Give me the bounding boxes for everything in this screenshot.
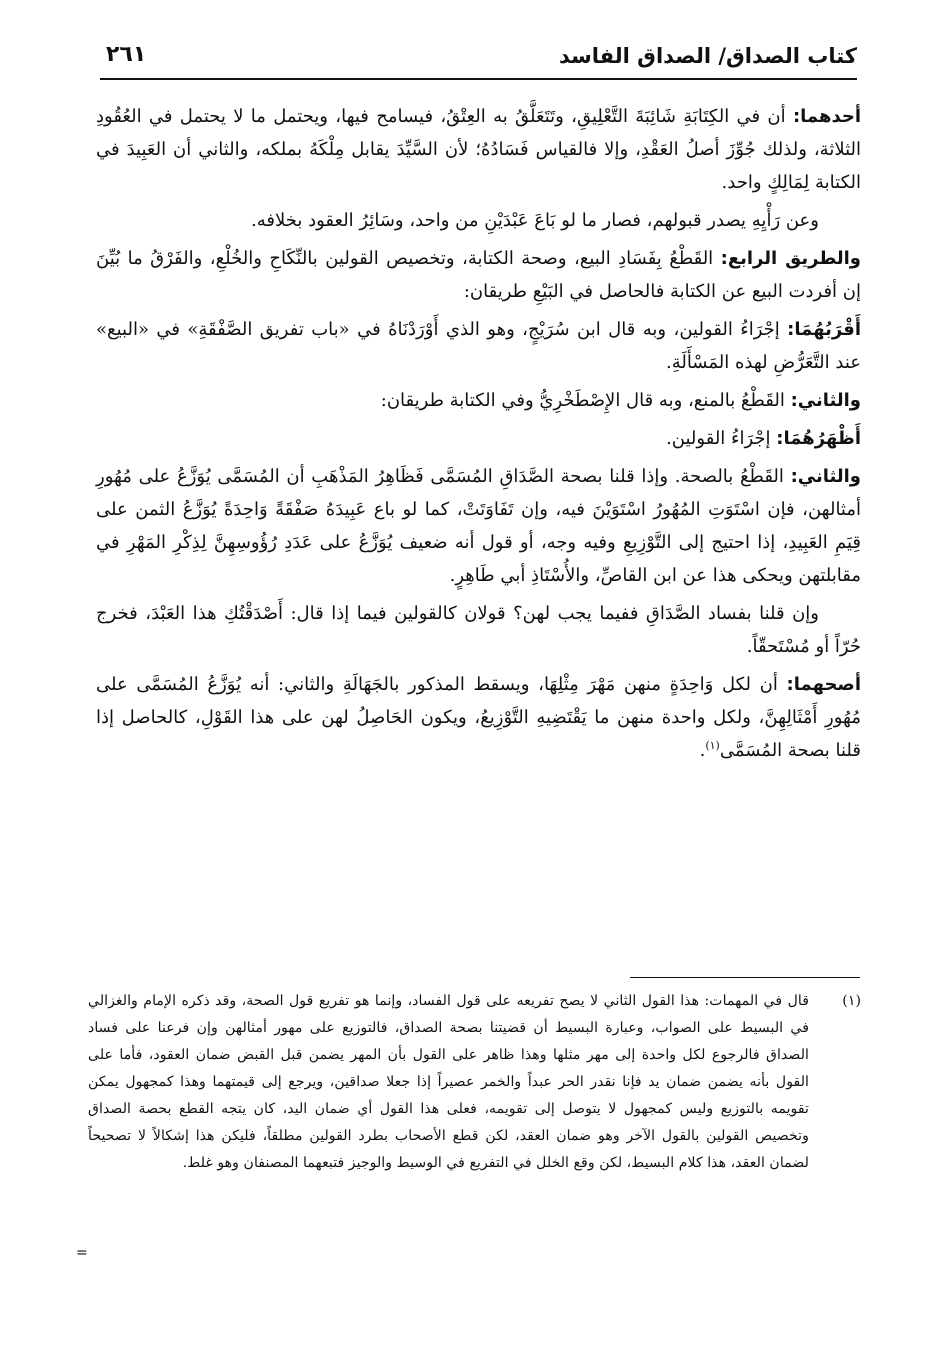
paragraph-lead: والثاني: <box>790 466 861 487</box>
paragraph-text: القَطْعُ بالصحة. وإذا قلنا بصحة الصَّدَاقِ المُسَمَّى فَظَاهِرُ المَذْهَبِ أن المُسَمَّى يُوَزَّعُ على مُهُورِ أمثالهن، فإن اسْتَوَتِ المُهُورُ اسْتَوَيْنَ فيه، وإن تَفَاوَتَتْ، كما لو باع عَبِيدَهُ صَفْقَةً وَاحِدَةً يُوَزَّعُ الثمن على قِيَمِ العَبِيدِ، إذا احتيج إلى التَّوْزِيعِ وفيه وجه، أو قول أنه ضعيف يُوَزَّعُ على عَدَدِ رُؤُوسِهِنَّ لِذِكْرِ المَهْرِ في مقابلتهن ويحكى هذا عن ابن القاصِّ، والأُسْتَاذِ أبي طَاهِرٍ. <box>96 466 861 586</box>
footnote-reference[interactable]: (١) <box>705 739 720 752</box>
running-header <box>100 38 857 80</box>
paragraph <box>96 204 861 237</box>
paragraph <box>96 668 861 767</box>
paragraph-text: إجْرَاءُ القولين. <box>666 428 777 449</box>
paragraph-lead: أصحهما: <box>786 674 861 695</box>
main-text <box>96 100 861 772</box>
margin-mark: = <box>76 1245 88 1261</box>
paragraph-text: وعن رَأْيِهِ يصدر قبولهم، فصار ما لو بَاعَ عَبْدَيْنِ من واحد، وسَائِرُ العقود بخلافه. <box>251 210 819 231</box>
footnote-text: قال في المهمات: هذا القول الثاني لا يصح تفريعه على قول الفساد، وإنما هو تفريع قول الصحة، وقد ذكره الإمام والغزالي في البسيط على الصواب، وعبارة البسيط أن قضيتنا بصحة الصداق، فالتوزيع على مهور أمثالهن وإن فرعنا على فساد الصداق فالرجوع لكل واحدة إلى مهر مثلها وهذا ظاهر على القول بأن المهر يضمن قبل القبض ضمان العقود، فأما على القول بأنه يضمن ضمان يد فإنا نقدر الحر عبداً والخمر عصيراً إذا جعلا صداقين، ويرجع إلى قيمتهما وهذا كمجهول يمكن تقويمه بالتوزيع وليس كمجهول لا يتوصل إلى تقويمه، فعلى هذا القول أي ضمان اليد، كان يتجه القطع بحصة الصداق وتخصيص القولين بالقول الآخر وهو ضمان العقد، لكن قطع الأصحاب بطرد القولين مطلقاً، فليكن هذا إشكالاً لا تصحيحاً لضمان العقد، هذا كلام البسيط، لكن وقع الخلل في التفريع في الوسيط والوجيز فتبعهما المصنفان وهو غلط. <box>88 993 809 1171</box>
paragraph-lead: أَقْرَبُهُمَا: <box>787 319 861 340</box>
paragraph-text: إجْرَاءُ القولين، وبه قال ابن سُرَيْجٍ، وهو الذي أَوْرَدْنَاهُ في «باب تفريق الصَّفْقَةِ» في «البيع» عند التَّعَرُّضِ لهذه المَسْأَلَةِ. <box>96 319 861 373</box>
paragraph-lead: والثاني: <box>790 390 861 411</box>
footnote-separator <box>630 977 860 978</box>
paragraph <box>96 597 861 663</box>
paragraph <box>96 384 861 417</box>
paragraph <box>96 313 861 379</box>
paragraph-text: وإن قلنا بفساد الصَّدَاقِ ففيما يجب لهن؟ قولان كالقولين فيما إذا قال: أَصْدَقْتُكِ هذا العَبْدَ، فخرج حُرّاً أو مُسْتَحقّاً. <box>96 603 861 657</box>
paragraph-text: القَطْعُ بِفَسَادِ البيع، وصحة الكتابة، وتخصيص القولين بالنِّكَاحِ والخُلْعِ، والفَرْقُ ما بُيِّنَ إن أفردت البيع عن الكتابة فالحاصل في البَيْعِ طريقان: <box>96 248 861 302</box>
page-number: ٢٦١ <box>106 42 147 67</box>
paragraph <box>96 242 861 308</box>
paragraph <box>96 460 861 592</box>
footnote-number: (١) <box>842 993 861 1009</box>
paragraph-lead: والطريق الرابع: <box>720 248 861 269</box>
paragraph <box>96 100 861 199</box>
paragraph-text: أن لكل وَاحِدَةٍ منهن مَهْرَ مِثْلِهَا، ويسقط المذكور بالجَهَالَةِ والثاني: أنه يُوَزَّعُ المُسَمَّى على مُهُورِ أَمْثَالِهِنَّ، ولكل واحدة منهن ما يَقْتَضِيهِ التَّوْزِيعُ، ويكون الحَاصِلُ لهن على هذا القَوْلِ، كالحاصل إذا قلنا بصحة المُسَمَّى <box>96 674 861 761</box>
paragraph-end: . <box>699 740 706 761</box>
chapter-title: كتاب الصداق/ الصداق الفاسد <box>559 44 857 68</box>
footnote <box>88 988 861 1177</box>
paragraph-lead: أحدهما: <box>792 106 861 127</box>
paragraph <box>96 422 861 455</box>
paragraph-lead: أَظْهَرُهُمَا: <box>776 428 861 449</box>
paragraph-text: أن في الكِتَابَةِ شَائِبَةَ التَّعْلِيقِ، وتَتَعَلَّقُ به العِتْقُ، فيسامح فيها، ويحتمل ما لا يحتمل في العُقُودِ الثلاثة، ولذلك جُوِّزَ أصلُ العَقْدِ، وإلا فالقياس فَسَادُهُ؛ لأن السَّيِّدَ يقابل مِلْكَهُ بملكه، والثاني أن العَبِيدَ في الكتابة لِمَالِكٍ واحد. <box>96 106 861 193</box>
paragraph-text: القَطْعُ بالمنع، وبه قال الإِصْطَخْرِيُّ وفي الكتابة طريقان: <box>380 390 791 411</box>
